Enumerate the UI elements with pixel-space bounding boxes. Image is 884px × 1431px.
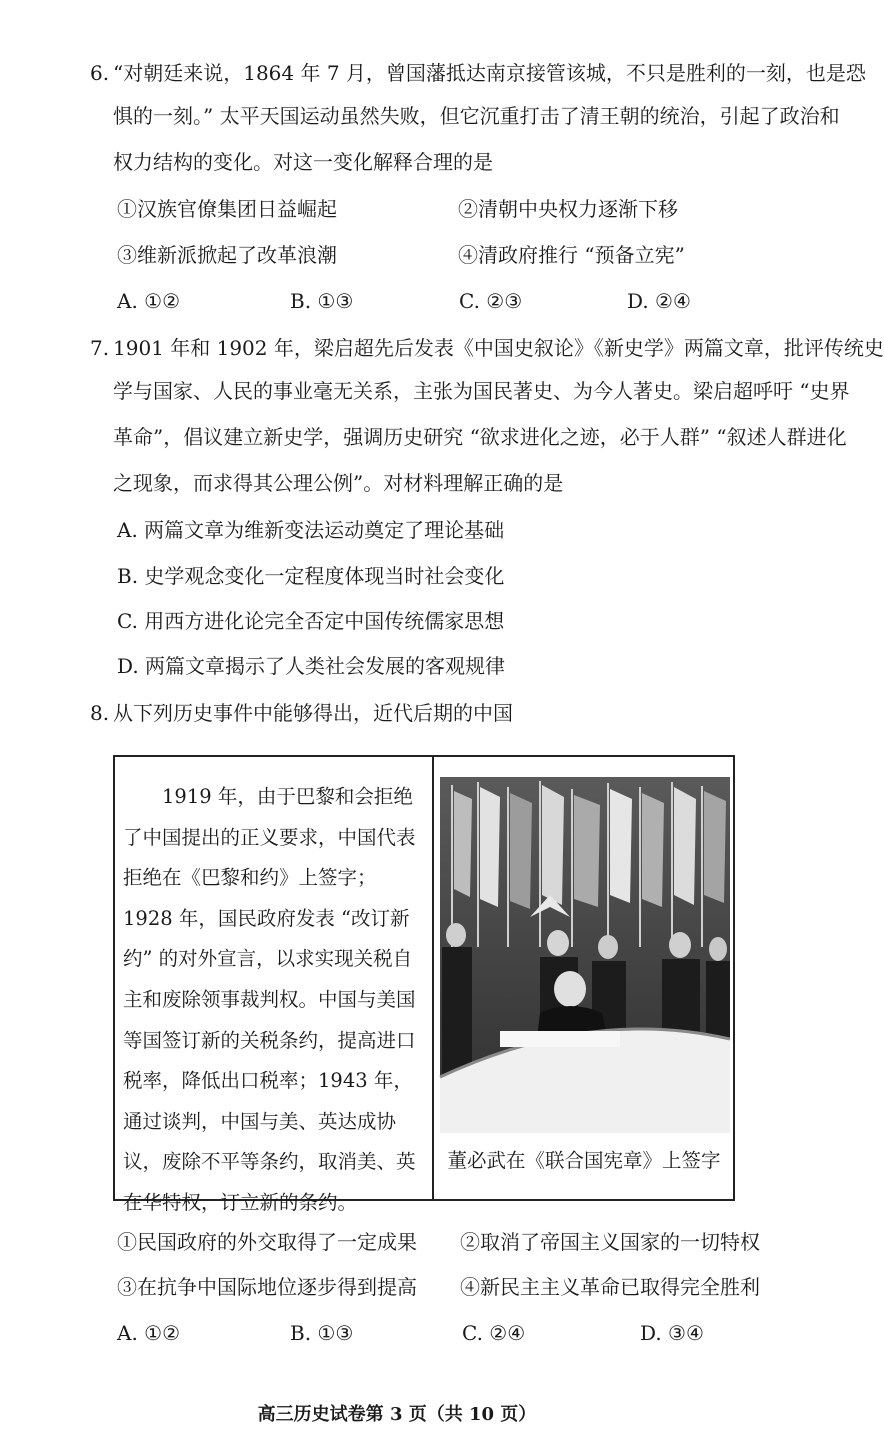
question-8-choice-a[interactable]: A. ①②	[117, 1321, 181, 1345]
question-6-statement-1: ①汉族官僚集团日益崛起	[117, 197, 337, 221]
question-7-choice-b[interactable]: B. 史学观念变化一定程度体现当时社会变化	[117, 564, 505, 588]
question-8-statement-3: ③在抗争中国际地位逐步得到提高	[117, 1275, 417, 1299]
question-8-choice-d[interactable]: D. ③④	[640, 1321, 704, 1345]
question-6-choice-d[interactable]: D. ②④	[627, 289, 691, 313]
question-6-choice-a[interactable]: A. ①②	[117, 289, 181, 313]
question-6-statement-3: ③维新派掀起了改革浪潮	[117, 243, 337, 267]
question-6-choice-c[interactable]: C. ②③	[459, 289, 523, 313]
question-6-stem-line-3: 权力结构的变化。对这一变化解释合理的是	[113, 150, 493, 174]
question-7-choice-c[interactable]: C. 用西方进化论完全否定中国传统儒家思想	[117, 609, 505, 633]
question-8-statement-2: ②取消了帝国主义国家的一切特权	[460, 1230, 760, 1254]
question-7-stem-line-1: 1901 年和 1902 年，梁启超先后发表《中国史叙论》《新史学》两篇文章，批评传统史	[113, 336, 884, 360]
question-8-number: 8.	[90, 701, 110, 725]
question-8-choice-c[interactable]: C. ②④	[462, 1321, 526, 1345]
material-text: 1919 年，由于巴黎和会拒绝了中国提出的正义要求，中国代表拒绝在《巴黎和约》上签字；1928 年，国民政府发表 “改订新约” 的对外宣言，以求实现关税自主和废除领事裁判权。中国与美国等国签订新的关税条约，提高进口税率，降低出口税率；1943 年，通过谈判，中国与美、英达成协议，废除不平等条约，取消美、英在华特权，订立新的条约。	[123, 785, 416, 1214]
question-7-number: 7.	[90, 336, 110, 360]
question-6-statement-4: ④清政府推行 “预备立宪”	[458, 243, 685, 267]
question-6-statement-2: ②清朝中央权力逐渐下移	[458, 197, 678, 221]
question-6-choice-b[interactable]: B. ①③	[290, 289, 354, 313]
question-7-stem-line-2: 学与国家、人民的事业毫无关系，主张为国民著史、为今人著史。梁启超呼吁 “史界	[113, 379, 850, 403]
question-7-choice-a[interactable]: A. 两篇文章为维新变法运动奠定了理论基础	[117, 518, 505, 542]
question-8-choice-b[interactable]: B. ①③	[290, 1321, 354, 1345]
signing-photo	[440, 777, 730, 1133]
question-8-statement-4: ④新民主主义革命已取得完全胜利	[460, 1275, 760, 1299]
question-7-choice-d[interactable]: D. 两篇文章揭示了人类社会发展的客观规律	[117, 654, 506, 678]
question-7-stem-line-3: 革命”，倡议建立新史学，强调历史研究 “欲求进化之迹，必于人群” “叙述人群进化	[113, 425, 847, 449]
question-7-stem-line-4: 之现象，而求得其公理公例”。对材料理解正确的是	[113, 471, 564, 495]
question-6-stem-line-1: “对朝廷来说，1864 年 7 月，曾国藩抵达南京接管该城，不只是胜利的一刻，也是恐	[113, 61, 866, 85]
question-6-stem-line-2: 惧的一刻。” 太平天国运动虽然失败，但它沉重打击了清王朝的统治，引起了政治和	[113, 104, 840, 128]
question-8-statement-1: ①民国政府的外交取得了一定成果	[117, 1230, 417, 1254]
page-footer: 高三历史试卷第 3 页（共 10 页）	[257, 1404, 537, 1425]
photo-caption: 董必武在《联合国宪章》上签字	[447, 1149, 721, 1172]
panel-divider	[432, 757, 434, 1199]
material-panel	[113, 755, 735, 1214]
question-6-number: 6.	[90, 61, 110, 85]
question-8-stem: 从下列历史事件中能够得出，近代后期的中国	[113, 701, 513, 725]
